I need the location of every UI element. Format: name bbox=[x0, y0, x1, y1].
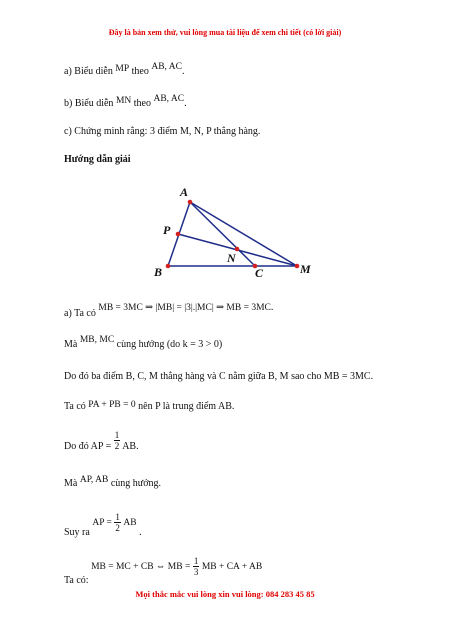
label-n: N bbox=[227, 251, 236, 265]
label-c: C bbox=[255, 266, 264, 280]
vectors-ap-ab: AP, AB bbox=[79, 475, 109, 485]
fraction-one-half: $\frac{1}{2}$ bbox=[114, 430, 120, 451]
fraction-one-third: $\frac{1}{3}$ bbox=[193, 556, 199, 577]
basis-ab-ac: AB, AC bbox=[153, 94, 185, 104]
solution-line-3: Do đó ba điểm B, C, M thẳng hàng và C nằm giữa B, M sao cho MB = 3MC. bbox=[64, 371, 374, 382]
formula-ap-lhs: AP = bbox=[92, 517, 112, 528]
fraction-one-half-b: $\frac{1}{2}$ bbox=[115, 512, 120, 533]
vector-mp: MP bbox=[115, 64, 130, 74]
formula-mb-3mc: MB = 3MC ⇒ |MB| = |3|.|MC| ⇒ MB = 3MC bbox=[98, 303, 271, 313]
preview-notice: Đây là bản xem thử, vui lòng mua tài liệu để xem chi tiết (có lời giải) bbox=[108, 28, 342, 37]
problem-c: c) Chứng minh rằng: 3 điểm M, N, P thẳng hàng. bbox=[64, 126, 261, 137]
formula-pa-pb: PA + PB = 0 bbox=[88, 400, 136, 410]
segment-ac bbox=[190, 202, 255, 266]
point-p bbox=[176, 232, 181, 237]
problem-a: a) Biểu diễn MP theo AB, AC. bbox=[64, 62, 185, 77]
label-p: P bbox=[163, 223, 171, 237]
label-a: A bbox=[180, 185, 189, 199]
solution-line-5: Do đó AP = $\frac{1}{2}$ AB. bbox=[64, 430, 139, 452]
basis-ab-ac: AB, AC bbox=[151, 62, 182, 72]
solution-line-1: a) Ta có MB = 3MC ⇒ |MB| = |3|.|MC| ⇒ MB = 3MC. bbox=[64, 302, 274, 319]
label-m: M bbox=[300, 262, 311, 276]
segment-am bbox=[190, 202, 297, 266]
solution-line-6: Mà AP, AB cùng hướng. bbox=[64, 475, 162, 489]
problem-b: b) Biểu diễn MN theo AB, AC. bbox=[64, 94, 187, 109]
point-a bbox=[188, 200, 193, 205]
solution-heading: Hướng dẫn giải bbox=[64, 154, 131, 165]
solution-line-7: Suy ra AP = $\frac{1}{2}$ AB . bbox=[64, 512, 142, 538]
vector-mn: MN bbox=[115, 96, 132, 106]
contact-footer: Mọi thắc mắc vui lòng xin vui lòng: 084 283 45 85 bbox=[135, 589, 315, 599]
point-b bbox=[166, 264, 171, 269]
solution-line-8: Ta có: MB = MC + CB ⇔ MB = $\frac{1}{3}$ MB + CA + AB bbox=[64, 556, 263, 586]
triangle-figure bbox=[145, 180, 325, 280]
solution-line-2: Mà MB, MC cùng hướng (do k = 3 > 0) bbox=[64, 335, 223, 350]
formula-mb-rhs: MB + CA + AB bbox=[201, 561, 263, 572]
vectors-mb-mc: MB, MC bbox=[79, 335, 115, 345]
formula-mb-decomposition: MB = MC + CB ⇔ MB = bbox=[91, 561, 191, 572]
vector-ab: AB bbox=[123, 517, 137, 528]
solution-line-4: Ta có PA + PB = 0 nên P là trung điểm AB. bbox=[64, 400, 235, 412]
point-m bbox=[295, 264, 300, 269]
label-b: B bbox=[154, 265, 163, 279]
